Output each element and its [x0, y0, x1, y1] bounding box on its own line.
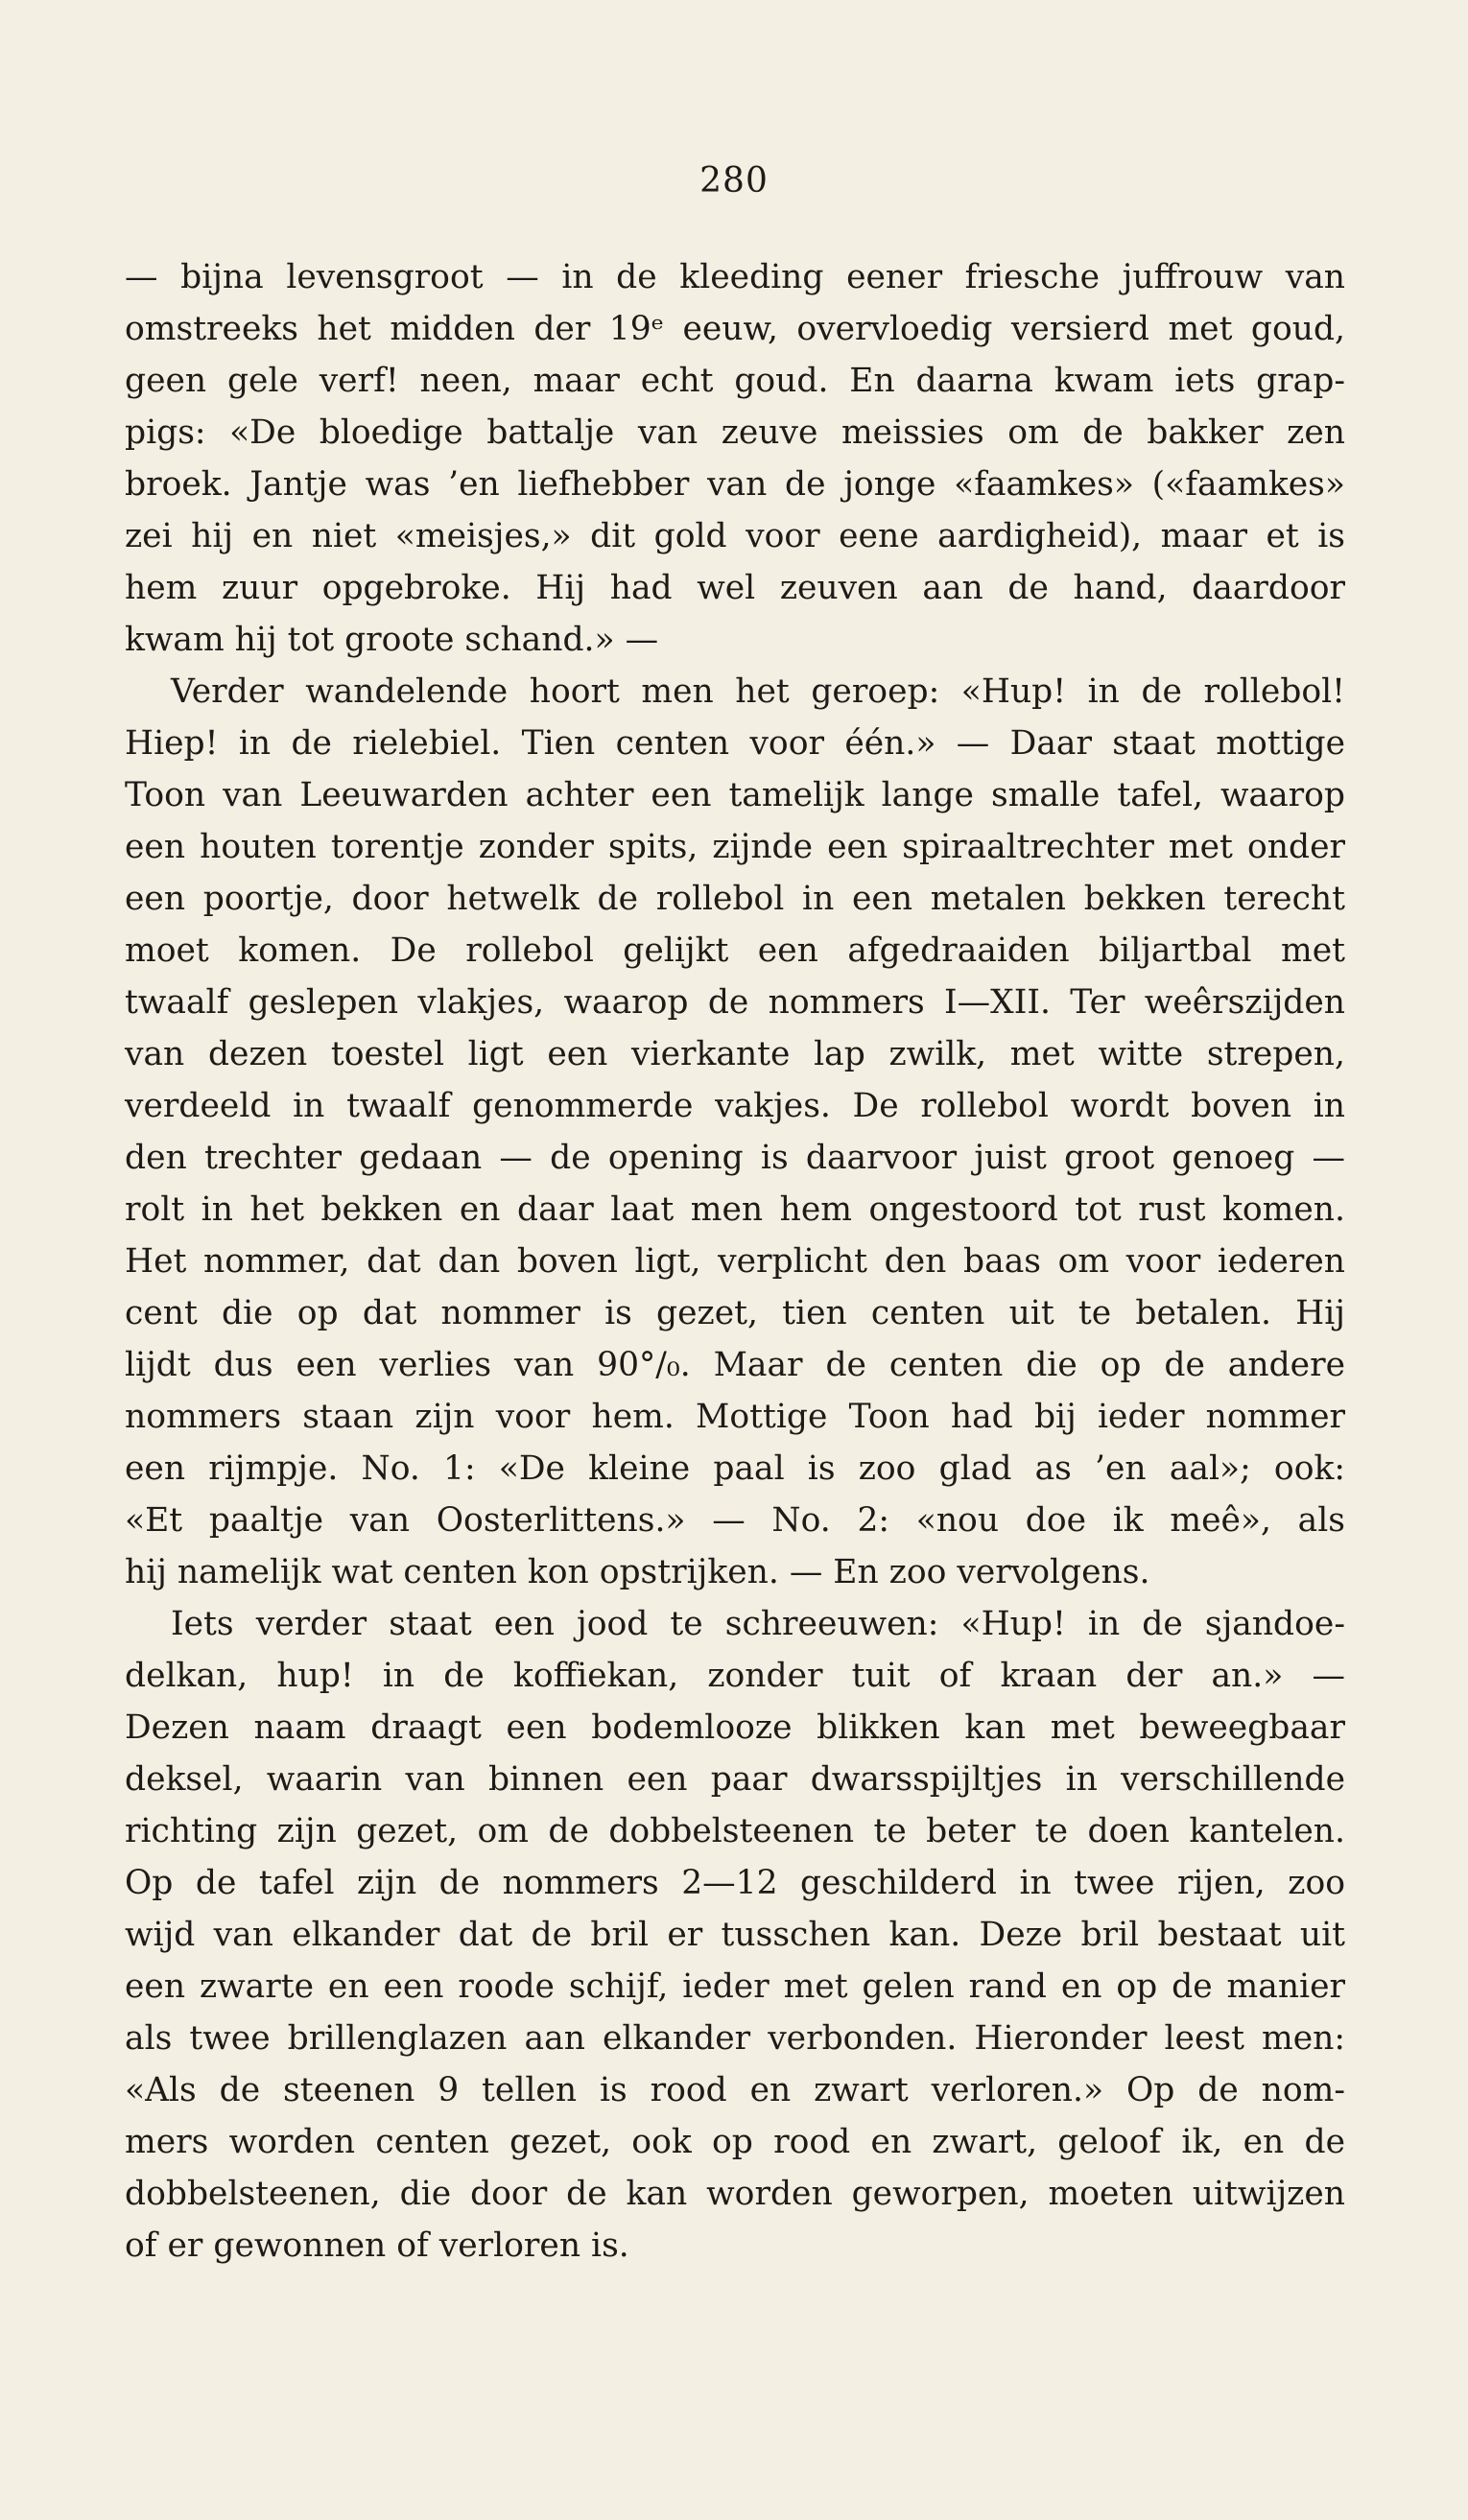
- text-line: Dezen naam draagt een bodemlooze blikken kan met beweegbaar: [125, 1708, 1345, 1747]
- text-line: van dezen toestel ligt een vierkante lap zwilk, met witte strepen,: [125, 1035, 1345, 1073]
- text-line: pigs: «De bloedige battalje van zeuve meissies om de bakker zen: [125, 413, 1345, 452]
- text-line: «Als de steenen 9 tellen is rood en zwart verloren.» Op de nom-: [125, 2071, 1345, 2109]
- text-line: hij namelijk wat centen kon opstrijken. — En zoo vervolgens.: [125, 1553, 1150, 1591]
- text-line: den trechter gedaan — de opening is daarvoor juist groot genoeg —: [125, 1139, 1345, 1177]
- text-line: Verder wandelende hoort men het geroep: «Hup! in de rollebol!: [171, 672, 1345, 711]
- text-line: Toon van Leeuwarden achter een tamelijk lange smalle tafel, waarop: [125, 776, 1345, 814]
- text-line: zei hij en niet «meisjes,» dit gold voor eene aardigheid), maar et is: [125, 517, 1345, 555]
- text-line: richting zijn gezet, om de dobbelsteenen te beter te doen kantelen.: [125, 1812, 1345, 1850]
- text-line: wijd van elkander dat de bril er tusschen kan. Deze bril bestaat uit: [125, 1916, 1345, 1954]
- body-text: [125, 251, 1345, 2272]
- text-line: «Et paaltje van Oosterlittens.» — No. 2: «nou doe ik meê», als: [125, 1501, 1345, 1540]
- text-line: moet komen. De rollebol gelijkt een afgedraaiden biljartbal met: [125, 931, 1345, 970]
- text-line: een zwarte en een roode schijf, ieder met gelen rand en op de manier: [125, 1967, 1345, 2006]
- text-line: een rijmpje. No. 1: «De kleine paal is zoo glad as ’en aal»; ook:: [125, 1449, 1345, 1488]
- text-line: deksel, waarin van binnen een paar dwarsspijltjes in verschillende: [125, 1760, 1345, 1799]
- text-line: Hiep! in de rielebiel. Tien centen voor één.» — Daar staat mottige: [125, 724, 1345, 763]
- text-line: een poortje, door hetwelk de rollebol in een metalen bekken terecht: [125, 880, 1345, 918]
- text-line: twaalf geslepen vlakjes, waarop de nommers I—XII. Ter weêrszijden: [125, 983, 1345, 1022]
- text-line: kwam hij tot groote schand.» —: [125, 621, 659, 659]
- text-line: Het nommer, dat dan boven ligt, verplicht den baas om voor iederen: [125, 1242, 1345, 1281]
- text-line: omstreeks het midden der 19ᵉ eeuw, overvloedig versierd met goud,: [125, 310, 1345, 348]
- page-number: 280: [699, 161, 769, 200]
- text-line: delkan, hup! in de koffiekan, zonder tuit of kraan der an.» —: [125, 1657, 1345, 1695]
- text-line: cent die op dat nommer is gezet, tien centen uit te betalen. Hij: [125, 1294, 1345, 1332]
- text-line: Op de tafel zijn de nommers 2—12 geschilderd in twee rijen, zoo: [125, 1864, 1345, 1902]
- text-line: — bijna levensgroot — in de kleeding eener friesche juffrouw van: [125, 258, 1345, 296]
- text-line: rolt in het bekken en daar laat men hem ongestoord tot rust komen.: [125, 1190, 1345, 1229]
- text-line: broek. Jantje was ’en liefhebber van de jonge «faamkes» («faamkes»: [125, 465, 1345, 504]
- text-line: geen gele verf! neen, maar echt goud. En daarna kwam iets grap-: [125, 362, 1345, 400]
- text-line: hem zuur opgebroke. Hij had wel zeuven aan de hand, daardoor: [125, 569, 1345, 607]
- text-line: dobbelsteenen, die door de kan worden geworpen, moeten uitwijzen: [125, 2175, 1345, 2213]
- text-line: een houten torentje zonder spits, zijnde een spiraaltrechter met onder: [125, 828, 1345, 866]
- text-line: verdeeld in twaalf genommerde vakjes. De rollebol wordt boven in: [125, 1087, 1345, 1125]
- text-line: Iets verder staat een jood te schreeuwen: «Hup! in de sjandoe-: [171, 1605, 1345, 1643]
- text-line: of er gewonnen of verloren is.: [125, 2226, 629, 2265]
- text-line: lijdt dus een verlies van 90°/₀. Maar de centen die op de andere: [125, 1346, 1345, 1384]
- text-line: mers worden centen gezet, ook op rood en zwart, geloof ik, en de: [125, 2123, 1345, 2161]
- text-line: als twee brillenglazen aan elkander verbonden. Hieronder leest men:: [125, 2019, 1345, 2058]
- text-line: nommers staan zijn voor hem. Mottige Toon had bij ieder nommer: [125, 1398, 1345, 1436]
